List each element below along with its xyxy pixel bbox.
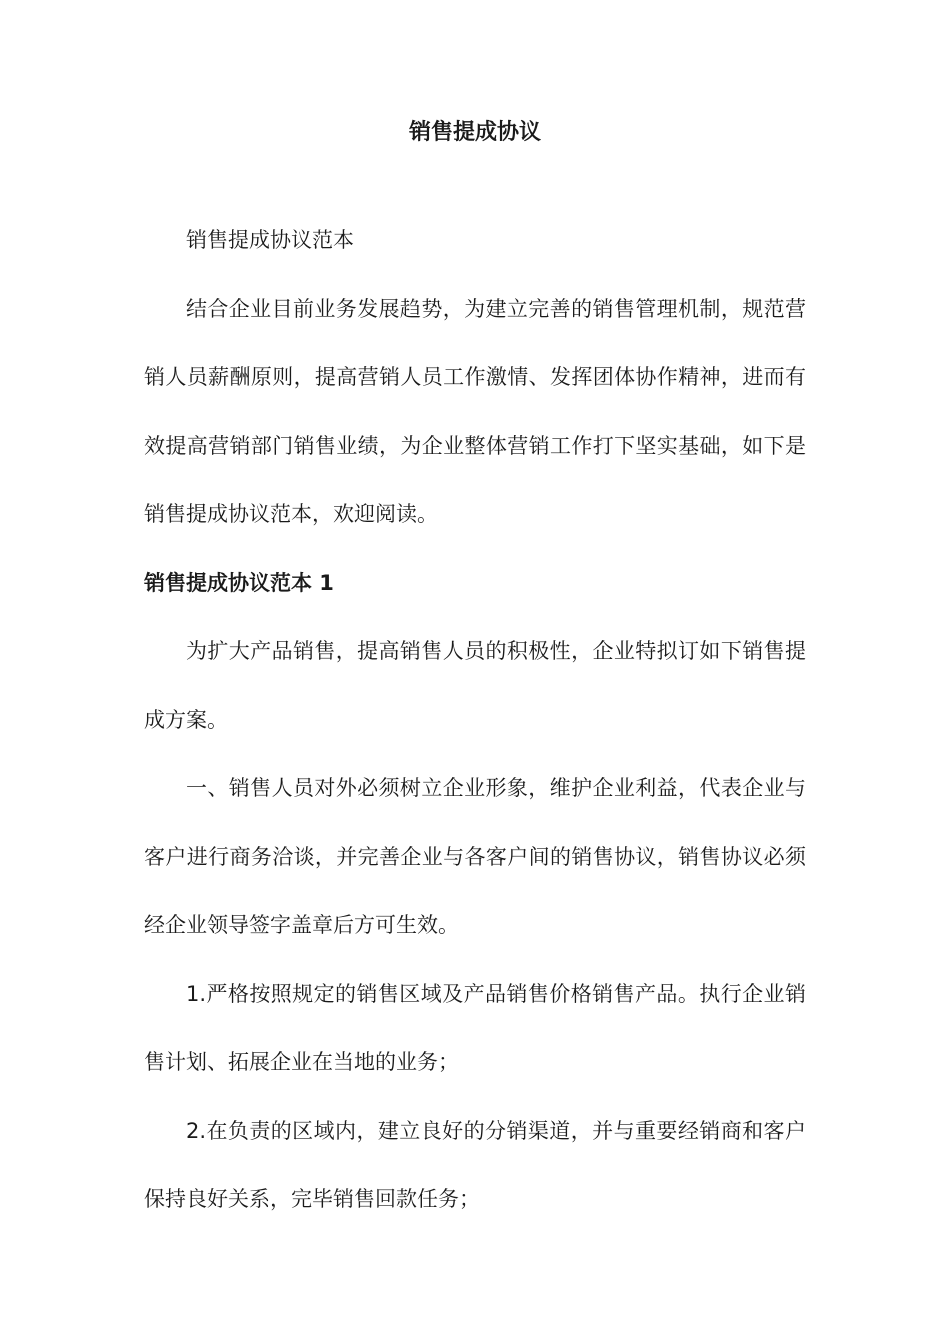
list-item-2: 2.在负责的区域内，建立良好的分销渠道，并与重要经销商和客户保持良好关系，完毕销售回款任务； bbox=[144, 1118, 806, 1211]
intro-paragraph: 结合企业目前业务发展趋势，为建立完善的销售管理机制，规范营销人员薪酬原则，提高营销人员工作激情、发挥团体协作精神，进而有效提高营销部门销售业绩，为企业整体营销工作打下坚实基础，如下是销售提成协议范本，欢迎阅读。 bbox=[144, 296, 806, 526]
subtitle-paragraph: 销售提成协议范本 bbox=[186, 228, 354, 252]
section-paragraph-1: 为扩大产品销售，提高销售人员的积极性，企业特拟订如下销售提成方案。 bbox=[144, 639, 806, 732]
section-heading: 销售提成协议范本 1 bbox=[144, 570, 334, 595]
document-title: 销售提成协议 bbox=[408, 120, 541, 145]
list-item-1: 1.严格按照规定的销售区域及产品销售价格销售产品。执行企业销售计划、拓展企业在当地的业务； bbox=[144, 981, 806, 1074]
document-body bbox=[144, 206, 806, 1234]
section-paragraph-2: 一、销售人员对外必须树立企业形象，维护企业利益，代表企业与客户进行商务洽谈，并完善企业与各客户间的销售协议，销售协议必须经企业领导签字盖章后方可生效。 bbox=[144, 776, 806, 937]
